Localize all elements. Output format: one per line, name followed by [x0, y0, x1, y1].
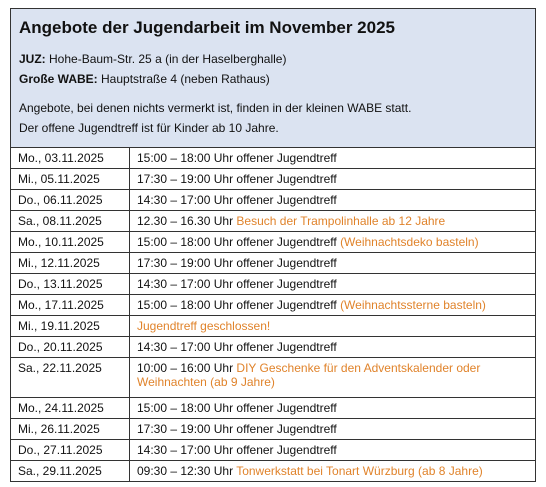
- table-row: [11, 295, 535, 316]
- table-row: [11, 211, 535, 232]
- date-cell: Sa., 08.11.2025: [11, 211, 130, 232]
- activity-note: Jugendtreff geschlossen!: [137, 319, 271, 333]
- activity-cell: [130, 190, 536, 211]
- activity-time: 15:00 – 18:00 Uhr offener Jugendtreff: [137, 298, 337, 312]
- date-cell: Mo., 24.11.2025: [11, 398, 130, 419]
- activity-cell: [130, 419, 536, 440]
- activity-cell: [130, 295, 536, 316]
- activity-note: Besuch der Trampolinhalle ab 12 Jahre: [236, 214, 446, 228]
- date-cell: Do., 06.11.2025: [11, 190, 130, 211]
- juz-label: JUZ:: [19, 52, 46, 66]
- date-cell: Do., 27.11.2025: [11, 440, 130, 461]
- wabe-label: Große WABE:: [19, 72, 98, 86]
- date-cell: Sa., 29.11.2025: [11, 461, 130, 482]
- activity-time: 14:30 – 17:00 Uhr offener Jugendtreff: [137, 193, 337, 207]
- table-row: [11, 461, 535, 482]
- table-row: [11, 190, 535, 211]
- activity-note: (Weihnachtssterne basteln): [340, 298, 486, 312]
- activity-note: DIY Geschenke für den Adventskalender oder Weihnachten (ab 9 Jahre): [137, 361, 481, 389]
- table-row: [11, 274, 535, 295]
- table-row: [11, 253, 535, 274]
- wabe-address: Hauptstraße 4 (neben Rathaus): [101, 72, 270, 86]
- activity-time: 17:30 – 19:00 Uhr offener Jugendtreff: [137, 256, 337, 270]
- schedule-header: [11, 9, 535, 148]
- activity-cell: [130, 398, 536, 419]
- activity-cell: [130, 337, 536, 358]
- info-line-1: Angebote, bei denen nichts vermerkt ist, finden in der kleinen WABE statt.: [19, 101, 412, 115]
- table-row: [11, 148, 535, 169]
- page-title: Angebote der Jugendarbeit im November 2025: [19, 18, 395, 37]
- date-cell: Mi., 12.11.2025: [11, 253, 130, 274]
- activity-time: 15:00 – 18:00 Uhr offener Jugendtreff: [137, 151, 337, 165]
- wabe-location: [19, 69, 527, 89]
- activity-cell: [130, 358, 536, 398]
- activity-cell: [130, 440, 536, 461]
- table-row: [11, 358, 535, 398]
- activity-cell: [130, 253, 536, 274]
- juz-address: Hohe-Baum-Str. 25 a (in der Haselberghalle): [49, 52, 287, 66]
- activity-cell: [130, 461, 536, 482]
- table-row: [11, 232, 535, 253]
- activity-time: 17:30 – 19:00 Uhr offener Jugendtreff: [137, 422, 337, 436]
- schedule-document: [10, 8, 536, 482]
- activity-time: 14:30 – 17:00 Uhr offener Jugendtreff: [137, 340, 337, 354]
- date-cell: Mi., 05.11.2025: [11, 169, 130, 190]
- schedule-table: [11, 148, 535, 481]
- activity-cell: [130, 232, 536, 253]
- activity-time: 14:30 – 17:00 Uhr offener Jugendtreff: [137, 277, 337, 291]
- activity-time: 09:30 – 12:30 Uhr: [137, 464, 234, 478]
- activity-cell: [130, 274, 536, 295]
- activity-time: 14:30 – 17:00 Uhr offener Jugendtreff: [137, 443, 337, 457]
- juz-location: [19, 49, 527, 69]
- activity-time: 15:00 – 18:00 Uhr offener Jugendtreff: [137, 401, 337, 415]
- info-line-2: Der offene Jugendtreff ist für Kinder ab 10 Jahre.: [19, 121, 279, 135]
- table-row: [11, 440, 535, 461]
- activity-cell: [130, 148, 536, 169]
- activity-time: 10:00 – 16:00 Uhr: [137, 361, 234, 375]
- date-cell: Do., 13.11.2025: [11, 274, 130, 295]
- activity-cell: [130, 316, 536, 337]
- table-row: [11, 419, 535, 440]
- date-cell: Mo., 10.11.2025: [11, 232, 130, 253]
- date-cell: Sa., 22.11.2025: [11, 358, 130, 398]
- activity-time: 17:30 – 19:00 Uhr offener Jugendtreff: [137, 172, 337, 186]
- activity-cell: [130, 211, 536, 232]
- activity-note: Tonwerkstatt bei Tonart Würzburg (ab 8 Jahre): [236, 464, 483, 478]
- date-cell: Do., 20.11.2025: [11, 337, 130, 358]
- activity-time: 15:00 – 18:00 Uhr offener Jugendtreff: [137, 235, 337, 249]
- activity-note: (Weihnachtsdeko basteln): [340, 235, 479, 249]
- date-cell: Mo., 17.11.2025: [11, 295, 130, 316]
- table-row: [11, 398, 535, 419]
- table-row: [11, 337, 535, 358]
- date-cell: Mo., 03.11.2025: [11, 148, 130, 169]
- table-row: [11, 316, 535, 337]
- table-row: [11, 169, 535, 190]
- activity-time: 12.30 – 16.30 Uhr: [137, 214, 234, 228]
- date-cell: Mi., 26.11.2025: [11, 419, 130, 440]
- activity-cell: [130, 169, 536, 190]
- date-cell: Mi., 19.11.2025: [11, 316, 130, 337]
